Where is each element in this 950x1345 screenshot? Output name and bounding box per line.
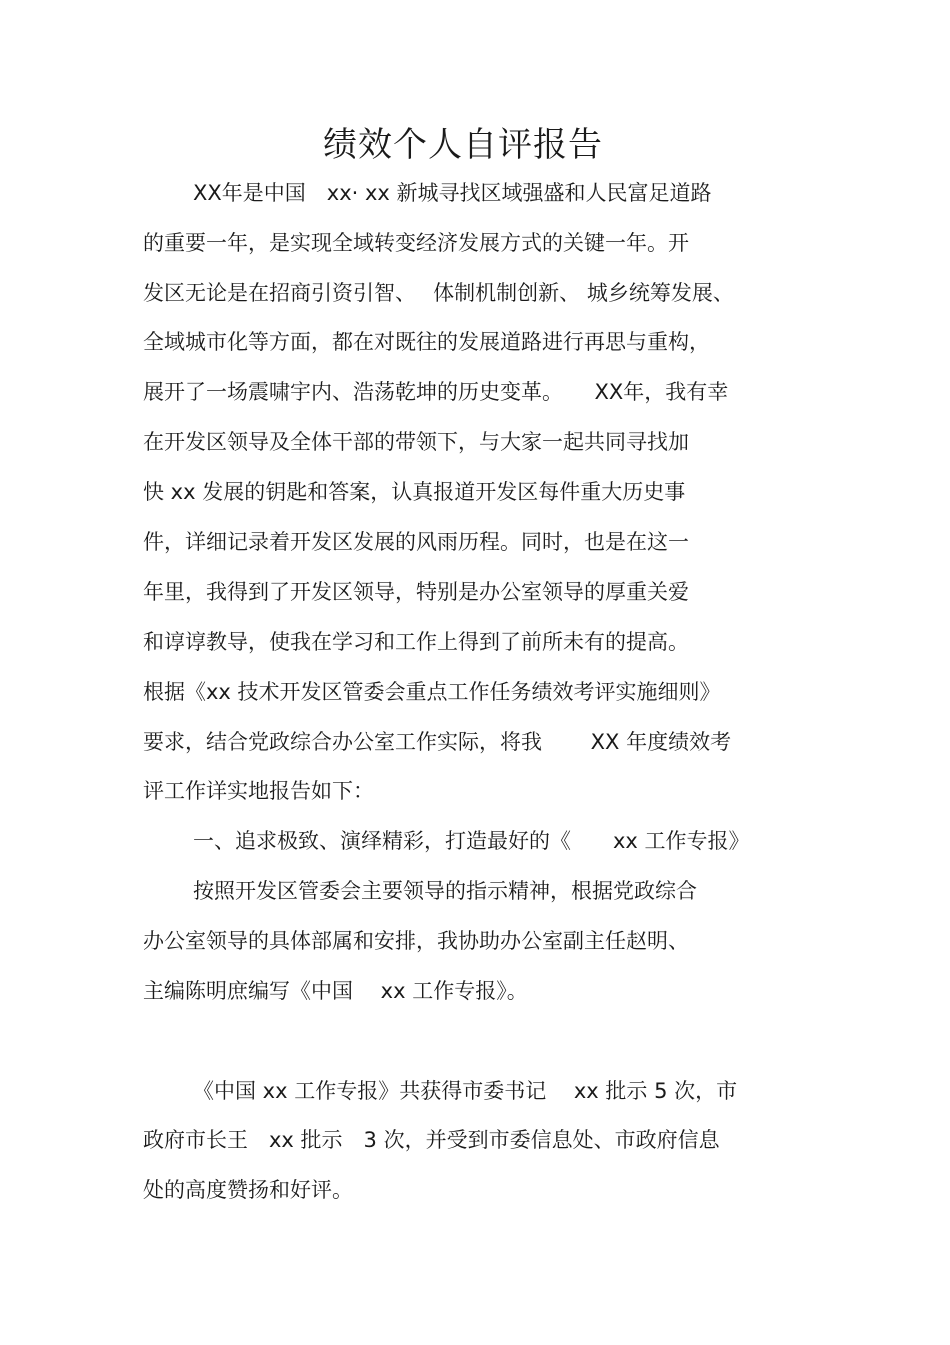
paragraph-1-line-6: 在开发区领导及全体干部的带领下，与大家一起共同寻找加 — [143, 430, 689, 454]
paragraph-1-line-3: 发区无论是在招商引资引智、 体制机制创新、 城乡统筹发展、 — [143, 281, 734, 305]
paragraph-3-line-1: 《中国 xx 工作专报》共获得市委书记 xx 批示 5 次，市 — [193, 1079, 738, 1103]
paragraph-3-line-2: 政府市长王 xx 批示 3 次，并受到市委信息处、市政府信息 — [143, 1128, 720, 1152]
paragraph-1-line-11: 根据《xx 技术开发区管委会重点工作任务绩效考评实施细则》 — [143, 680, 721, 704]
paragraph-2-line-2: 办公室领导的具体部属和安排，我协助办公室副主任赵明、 — [143, 929, 689, 953]
paragraph-1-line-13: 评工作详实地报告如下： — [143, 779, 374, 803]
paragraph-1-line-7: 快 xx 发展的钥匙和答案，认真报道开发区每件重大历史事 — [143, 480, 686, 504]
section-1-heading: 一、追求极致、演绎精彩，打造最好的《 xx 工作专报》 — [193, 829, 750, 853]
paragraph-1-line-9: 年里，我得到了开发区领导，特别是办公室领导的厚重关爱 — [143, 580, 689, 604]
paragraph-1-line-12: 要求，结合党政综合办公室工作实际，将我 XX 年度绩效考 — [143, 730, 732, 754]
paragraph-2-line-1: 按照开发区管委会主要领导的指示精神，根据党政综合 — [193, 879, 697, 903]
paragraph-1-line-5: 展开了一场震啸宇内、浩荡乾坤的历史变革。 XX年，我有幸 — [143, 380, 729, 404]
paragraph-1-line-10: 和谆谆教导，使我在学习和工作上得到了前所未有的提高。 — [143, 630, 689, 654]
document-title: 绩效个人自评报告 — [323, 125, 603, 165]
paragraph-1-line-8: 件，详细记录着开发区发展的风雨历程。同时，也是在这一 — [143, 530, 689, 554]
paragraph-3-line-3: 处的高度赞扬和好评。 — [143, 1178, 353, 1202]
paragraph-2-line-3: 主编陈明庶编写《中国 xx 工作专报》。 — [143, 979, 528, 1003]
paragraph-1-line-4: 全域城市化等方面，都在对既往的发展道路进行再思与重构， — [143, 330, 710, 354]
paragraph-1-line-2: 的重要一年，是实现全域转变经济发展方式的关键一年。开 — [143, 231, 689, 255]
paragraph-1-line-1: XX年是中国 xx· xx 新城寻找区域强盛和人民富足道路 — [193, 181, 712, 205]
